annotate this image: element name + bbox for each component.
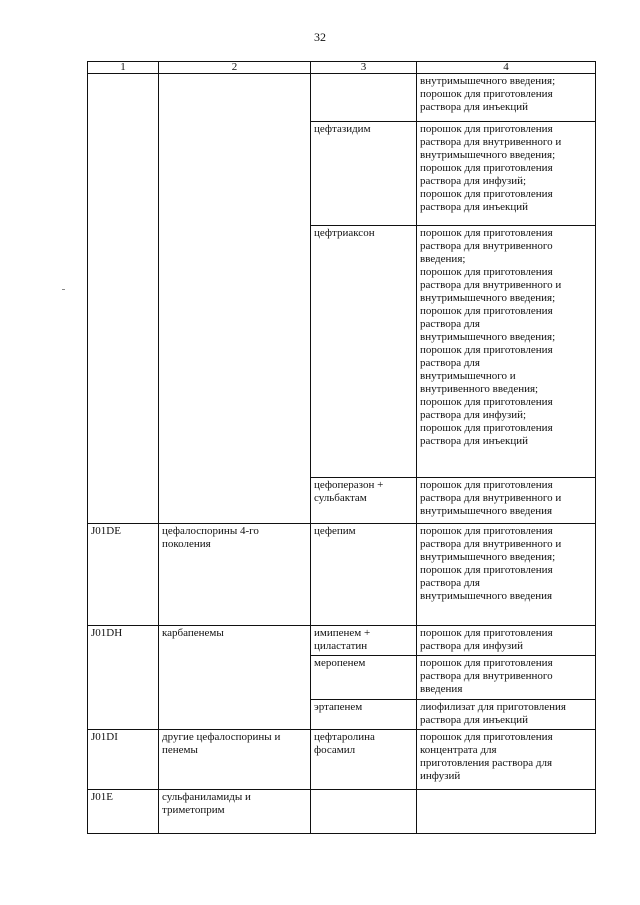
dosage-form-cell: порошок для приготовления раствора для внутривенного и внутримышечного введения; порошок для приготовления раствора для инфузий; порошок для приготовления раствора для инъекций: [417, 122, 596, 226]
dosage-form-cell: порошок для приготовления раствора для внутривенного и внутримышечного введения; порошок для приготовления раствора для внутримышечного введения: [417, 524, 596, 626]
drug-name-cell: цефоперазон + сульбактам: [311, 478, 417, 524]
drug-name-cell: цефтриаксон: [311, 226, 417, 478]
dosage-form-cell: порошок для приготовления концентрата для приготовления раствора для инфузий: [417, 730, 596, 790]
group-name-cell: [159, 74, 311, 524]
dosage-form-cell: порошок для приготовления раствора для внутривенного введения: [417, 656, 596, 700]
drug-name-cell: эртапенем: [311, 700, 417, 730]
drug-name-cell: имипенем + циластатин: [311, 626, 417, 656]
header-col-1: 1: [88, 62, 159, 74]
table-row: [88, 790, 596, 834]
dosage-form-cell: порошок для приготовления раствора для инфузий: [417, 626, 596, 656]
drug-name-cell: [311, 790, 417, 834]
page-number: 32: [314, 30, 326, 44]
group-name-cell: другие цефалоспорины и пенемы: [159, 730, 311, 790]
drug-table: [87, 61, 596, 834]
dosage-form-cell: внутримышечного введения; порошок для приготовления раствора для инъекций: [417, 74, 596, 122]
drug-name-cell: цефтаролина фосамил: [311, 730, 417, 790]
drug-name-cell: [311, 74, 417, 122]
header-col-2: 2: [159, 62, 311, 74]
group-name-cell: цефалоспорины 4-го поколения: [159, 524, 311, 626]
header-col-3: 3: [311, 62, 417, 74]
header-row: [88, 62, 596, 74]
drug-name-cell: цефтазидим: [311, 122, 417, 226]
group-name-cell: сульфаниламиды и триметоприм: [159, 790, 311, 834]
atc-code-cell: J01DE: [88, 524, 159, 626]
atc-code-cell: J01DH: [88, 626, 159, 730]
atc-code-cell: J01DI: [88, 730, 159, 790]
atc-code-cell: J01E: [88, 790, 159, 834]
table-row: [88, 730, 596, 790]
drug-name-cell: цефепим: [311, 524, 417, 626]
table-row: [88, 524, 596, 626]
dosage-form-cell: лиофилизат для приготовления раствора для инъекций: [417, 700, 596, 730]
table-row: [88, 626, 596, 656]
scan-mark: [62, 289, 65, 290]
atc-code-cell: [88, 74, 159, 524]
table-row: [88, 74, 596, 122]
drug-name-cell: меропенем: [311, 656, 417, 700]
dosage-form-cell: [417, 790, 596, 834]
header-col-4: 4: [417, 62, 596, 74]
dosage-form-cell: порошок для приготовления раствора для внутривенного и внутримышечного введения: [417, 478, 596, 524]
dosage-form-cell: порошок для приготовления раствора для внутривенного введения; порошок для приготовления раствора для внутривенного и внутримышечного введения; порошок для приготовления раствора для внутримышечного введения; порошок для приготовления раствора для внутримышечного и внутривенного введения; порошок для приготовления раствора для инфузий; порошок для приготовления раствора для инъекций: [417, 226, 596, 478]
group-name-cell: карбапенемы: [159, 626, 311, 730]
